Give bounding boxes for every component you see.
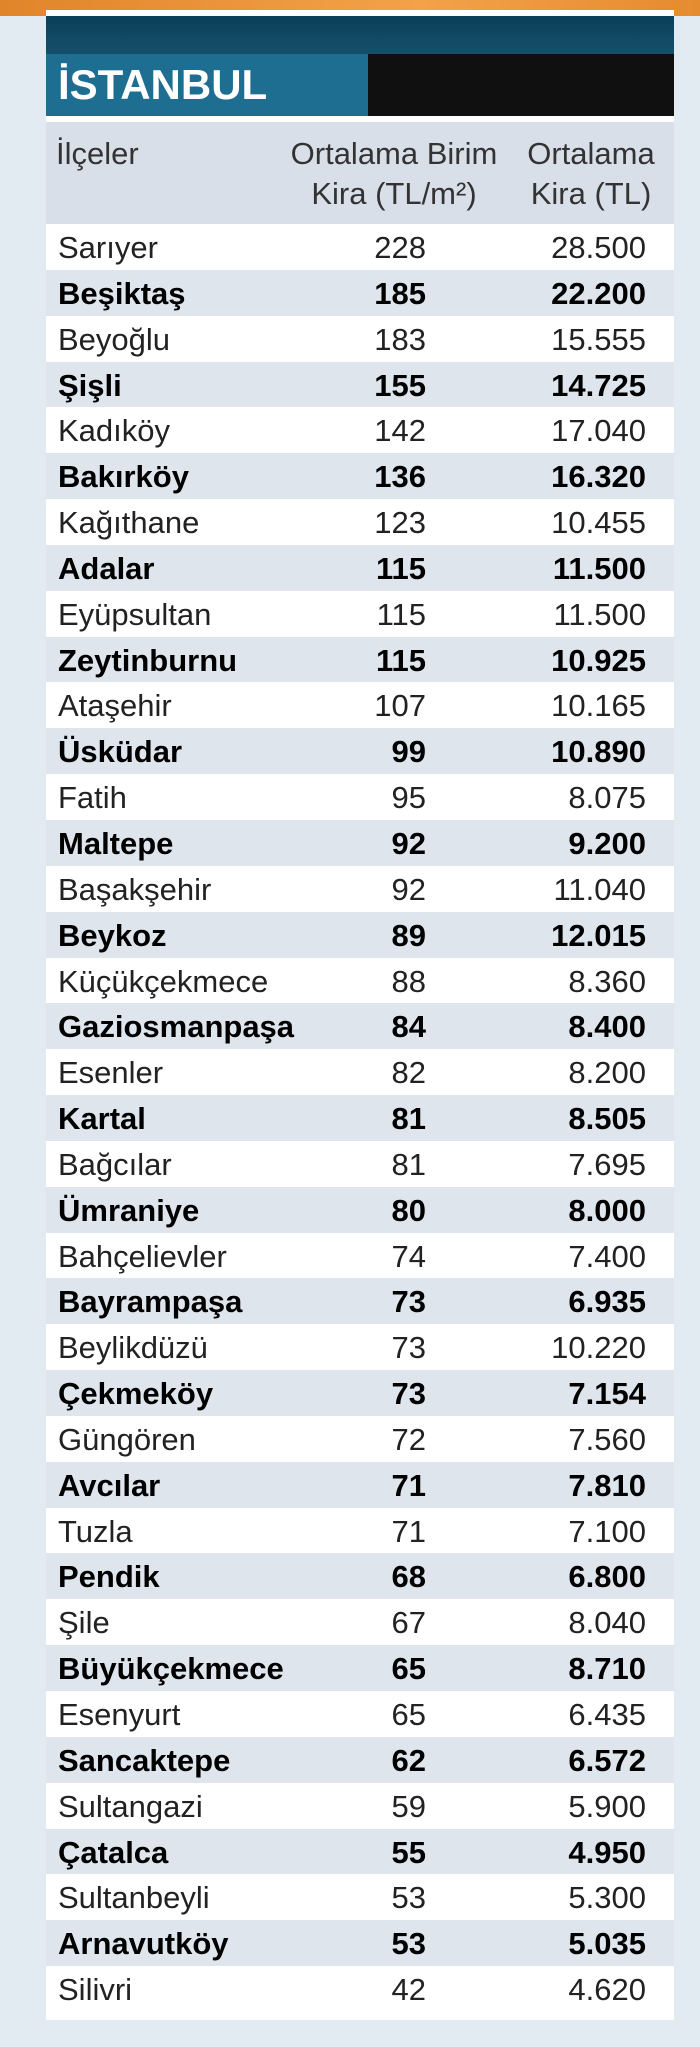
cell-unit-rent: 95	[391, 780, 426, 816]
cell-district: Çekmeköy	[58, 1376, 214, 1412]
table-row	[46, 1003, 674, 1049]
cell-unit-rent: 82	[391, 1055, 426, 1091]
table-row	[46, 774, 674, 820]
cell-rent: 12.015	[551, 917, 646, 953]
table-row	[46, 1141, 674, 1187]
cell-rent: 5.035	[568, 1926, 646, 1962]
cell-district: Çatalca	[58, 1834, 169, 1870]
cell-rent: 22.200	[551, 275, 646, 311]
cell-rent: 8.075	[568, 780, 646, 816]
cell-unit-rent: 53	[391, 1926, 426, 1962]
cell-district: Esenler	[58, 1055, 164, 1091]
cell-district: Başakşehir	[58, 871, 212, 907]
table-row	[46, 407, 674, 453]
cell-district: Avcılar	[58, 1467, 161, 1503]
table-row	[46, 1462, 674, 1508]
cell-unit-rent: 59	[391, 1788, 426, 1824]
table-row	[46, 912, 674, 958]
cell-district: Bayrampaşa	[58, 1284, 243, 1320]
cell-unit-rent: 73	[391, 1330, 426, 1366]
cell-district: Güngören	[58, 1421, 196, 1457]
cell-rent: 14.725	[551, 367, 646, 403]
cell-rent: 11.500	[553, 596, 646, 632]
column-header-unit-rent	[274, 134, 514, 214]
cell-rent: 8.360	[568, 963, 646, 999]
cell-rent: 10.925	[551, 642, 646, 678]
column-header-line: İlçeler	[56, 136, 139, 171]
cell-rent: 16.320	[551, 459, 646, 495]
cell-rent: 7.810	[568, 1467, 646, 1503]
cell-rent: 4.620	[568, 1972, 646, 2008]
cell-unit-rent: 68	[391, 1559, 426, 1595]
cell-district: Kadıköy	[58, 413, 171, 449]
cell-rent: 8.710	[568, 1651, 646, 1687]
table-row	[46, 453, 674, 499]
cell-rent: 6.935	[568, 1284, 646, 1320]
cell-unit-rent: 73	[391, 1376, 426, 1412]
column-header-line: Ortalama	[527, 136, 655, 171]
cell-rent: 10.220	[551, 1330, 646, 1366]
table-row	[46, 1966, 674, 2012]
cell-district: Sarıyer	[58, 230, 158, 265]
cell-district: Sultangazi	[58, 1788, 203, 1824]
cell-unit-rent: 42	[391, 1972, 426, 2008]
table-row	[46, 1095, 674, 1141]
cell-unit-rent: 92	[391, 825, 426, 861]
cell-district: Büyükçekmece	[58, 1651, 284, 1687]
cell-district: Beylikdüzü	[58, 1330, 208, 1366]
cell-rent: 15.555	[551, 321, 646, 357]
cell-unit-rent: 142	[374, 413, 426, 449]
table-row	[46, 545, 674, 591]
cell-district: Bakırköy	[58, 459, 189, 495]
table-row	[46, 1278, 674, 1324]
cell-unit-rent: 155	[374, 367, 426, 403]
table-row	[46, 1874, 674, 1920]
table-row	[46, 866, 674, 912]
cell-district: Şişli	[58, 367, 122, 403]
cell-rent: 8.040	[568, 1605, 646, 1641]
cell-unit-rent: 55	[391, 1834, 426, 1870]
cell-rent: 28.500	[551, 230, 646, 265]
cell-rent: 8.000	[568, 1192, 646, 1228]
table-row	[46, 1187, 674, 1233]
cell-rent: 5.900	[568, 1788, 646, 1824]
cell-unit-rent: 185	[374, 275, 426, 311]
cell-district: Küçükçekmece	[58, 963, 269, 999]
cell-district: Kağıthane	[58, 505, 200, 541]
table-row	[46, 1691, 674, 1737]
column-header-line: Kira (TL)	[530, 176, 652, 211]
cell-unit-rent: 73	[391, 1284, 426, 1320]
table-row	[46, 682, 674, 728]
cell-rent: 7.400	[568, 1238, 646, 1274]
cell-unit-rent: 84	[391, 1009, 426, 1045]
cell-unit-rent: 115	[375, 642, 426, 678]
cell-district: Arnavutköy	[58, 1926, 229, 1962]
cell-rent: 6.435	[568, 1697, 646, 1732]
cell-rent: 6.800	[568, 1559, 646, 1595]
cell-rent: 8.400	[568, 1009, 646, 1045]
cell-district: Tuzla	[58, 1513, 133, 1549]
table-row	[46, 1370, 674, 1416]
cell-unit-rent: 72	[391, 1421, 426, 1457]
cell-district: Sancaktepe	[58, 1742, 231, 1778]
cell-unit-rent: 74	[391, 1238, 426, 1274]
cell-rent: 5.300	[568, 1880, 646, 1916]
cell-district: Gaziosmanpaşa	[58, 1009, 295, 1045]
cell-district: Silivri	[58, 1972, 133, 2008]
cell-unit-rent: 71	[391, 1467, 426, 1503]
column-header-line: Ortalama Birim	[290, 136, 498, 171]
table-row	[46, 1553, 674, 1599]
cell-district: Ataşehir	[58, 688, 172, 724]
table-row	[46, 316, 674, 362]
cell-unit-rent: 71	[391, 1513, 426, 1549]
cell-unit-rent: 115	[376, 596, 426, 632]
cell-rent: 8.200	[568, 1055, 646, 1091]
table-row	[46, 958, 674, 1004]
cell-unit-rent: 67	[391, 1605, 426, 1641]
cell-unit-rent: 107	[374, 688, 426, 724]
table-title: İSTANBUL	[46, 54, 368, 116]
column-header-line: Kira (TL/m²)	[311, 176, 477, 211]
table-row	[46, 270, 674, 316]
cell-unit-rent: 136	[374, 459, 426, 495]
cell-district: Adalar	[58, 550, 155, 586]
table-row	[46, 1049, 674, 1095]
table-row	[46, 1645, 674, 1691]
table-row	[46, 499, 674, 545]
table-row	[46, 820, 674, 866]
cell-unit-rent: 183	[374, 321, 426, 357]
table-row	[46, 728, 674, 774]
table-row	[46, 362, 674, 408]
cell-unit-rent: 89	[391, 917, 426, 953]
column-header-rent	[501, 134, 681, 214]
table-row	[46, 1920, 674, 1966]
cell-unit-rent: 80	[391, 1192, 426, 1228]
cell-unit-rent: 65	[391, 1651, 426, 1687]
cell-unit-rent: 115	[375, 550, 426, 586]
cell-unit-rent: 99	[391, 734, 426, 770]
table-row	[46, 1508, 674, 1554]
cell-district: Pendik	[58, 1559, 160, 1595]
cell-rent: 17.040	[551, 413, 646, 449]
cell-district: Bağcılar	[58, 1146, 172, 1182]
cell-rent: 7.560	[568, 1421, 646, 1457]
cell-district: Kartal	[58, 1101, 146, 1137]
cell-rent: 7.154	[568, 1376, 646, 1412]
cell-unit-rent: 62	[391, 1742, 426, 1778]
cell-unit-rent: 81	[391, 1101, 426, 1137]
column-header-district	[56, 134, 139, 174]
cell-unit-rent: 88	[391, 963, 426, 999]
cell-unit-rent: 81	[391, 1146, 426, 1182]
cell-rent: 7.695	[568, 1146, 646, 1182]
cell-district: Sultanbeyli	[58, 1880, 210, 1916]
cell-district: Beşiktaş	[58, 275, 186, 311]
cell-unit-rent: 53	[391, 1880, 426, 1916]
table-header	[46, 122, 674, 224]
cell-rent: 7.100	[568, 1513, 646, 1549]
table-row	[46, 1416, 674, 1462]
cell-district: Fatih	[58, 780, 127, 816]
table-row	[46, 1737, 674, 1783]
cell-rent: 6.572	[568, 1742, 646, 1778]
cell-rent: 9.200	[568, 825, 646, 861]
cell-unit-rent: 228	[374, 230, 426, 265]
table-row	[46, 1783, 674, 1829]
cell-rent: 11.040	[553, 871, 646, 907]
cell-rent: 4.950	[568, 1834, 646, 1870]
header-photo-band	[46, 16, 674, 54]
cell-district: Esenyurt	[58, 1697, 181, 1732]
cell-unit-rent: 92	[391, 871, 426, 907]
table-row	[46, 1233, 674, 1279]
cell-district: Beykoz	[58, 917, 167, 953]
cell-district: Beyoğlu	[58, 321, 171, 357]
table-row	[46, 1324, 674, 1370]
table-row	[46, 224, 674, 270]
table-row	[46, 1829, 674, 1875]
cell-rent: 10.165	[551, 688, 646, 724]
table-row	[46, 1599, 674, 1645]
cell-district: Şile	[58, 1605, 110, 1641]
cell-rent: 8.505	[568, 1101, 646, 1137]
cell-district: Bahçelievler	[58, 1238, 227, 1274]
cell-rent: 11.500	[552, 550, 646, 586]
cell-district: Eyüpsultan	[58, 596, 212, 632]
cell-rent: 10.455	[551, 505, 646, 541]
cell-district: Üsküdar	[58, 734, 183, 770]
table-row	[46, 637, 674, 683]
cell-rent: 10.890	[551, 734, 646, 770]
table-row	[46, 591, 674, 637]
cell-unit-rent: 65	[391, 1697, 426, 1732]
table-body	[46, 224, 674, 2012]
cell-district: Maltepe	[58, 825, 174, 861]
cell-district: Zeytinburnu	[58, 642, 238, 678]
cell-unit-rent: 123	[374, 505, 426, 541]
cell-district: Ümraniye	[58, 1192, 200, 1228]
